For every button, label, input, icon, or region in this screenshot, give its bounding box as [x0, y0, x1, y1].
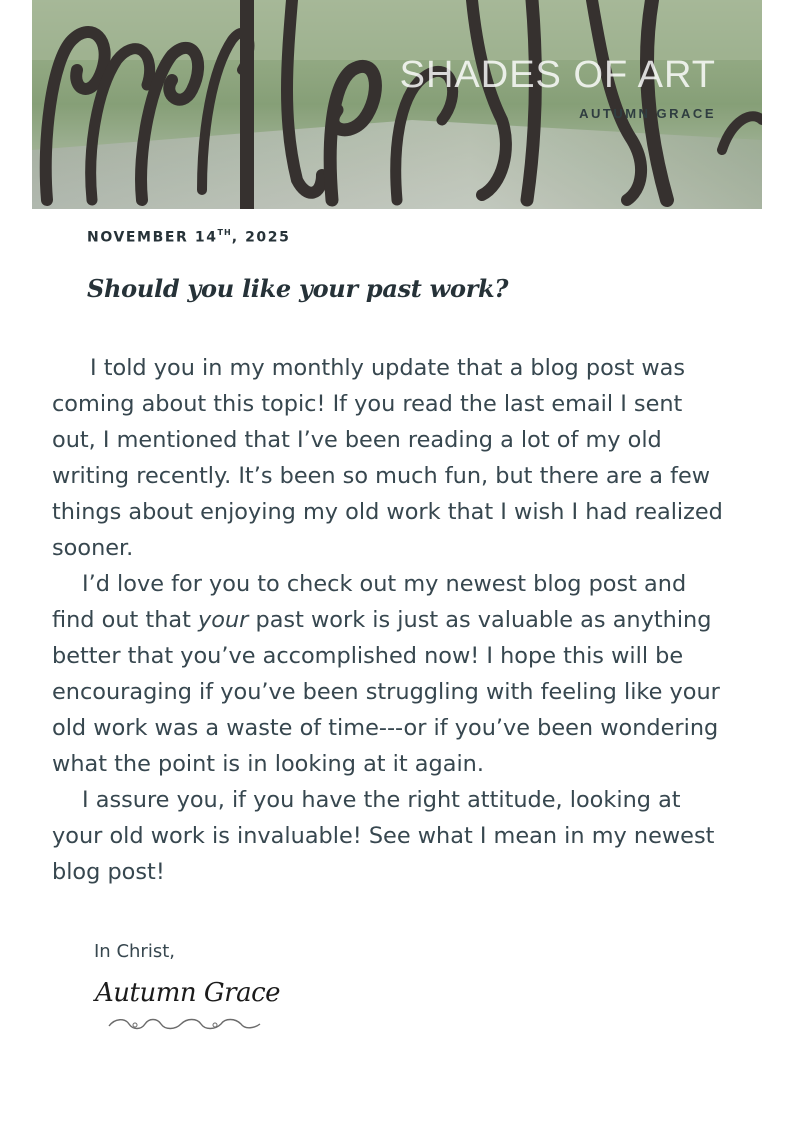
- post-date: [87, 229, 290, 246]
- post-body: [52, 350, 732, 890]
- paragraph-1: I told you in my monthly update that a blog post was coming about this topic! If you read the last email I sent out, I mentioned that I’ve been reading a lot of my old writing recently. It’s been so much fun, but there are a few things about enjoying my old work that I wish I had realized sooner.: [52, 355, 723, 561]
- post-headline: Should you like your past work?: [87, 274, 509, 303]
- fence-photo: [32, 0, 762, 209]
- paragraph-3: I assure you, if you have the right attitude, looking at your old work is invaluable! See what I mean in my newest blog post!: [52, 787, 715, 885]
- brand-subtitle: AUTUMN GRACE: [579, 106, 716, 121]
- date-year: , 2025: [231, 229, 291, 246]
- paragraph-2-start: I’d love for you to check out my newest blog post and find out that: [52, 571, 687, 633]
- date-ordinal: TH: [217, 228, 232, 237]
- date-main: NOVEMBER 14: [87, 229, 218, 246]
- header-banner: [32, 0, 762, 209]
- signature-image: [95, 978, 281, 1038]
- paragraph-2: [52, 566, 732, 782]
- paragraph-2-emphasis: your: [198, 607, 249, 633]
- signature-text: Autumn Grace: [95, 978, 281, 1008]
- signature-flourish-icon: [95, 978, 265, 1038]
- brand-title: SHADES OF ART: [399, 54, 716, 96]
- paragraph-2-end: past work is just as valuable as anything better that you’ve accomplished now! I hope this will be encouraging if you’ve been struggling with feeling like your old work was a waste of time---or if you’ve been wondering what the point is in looking at it again.: [52, 607, 720, 777]
- closing-line: In Christ,: [94, 941, 175, 962]
